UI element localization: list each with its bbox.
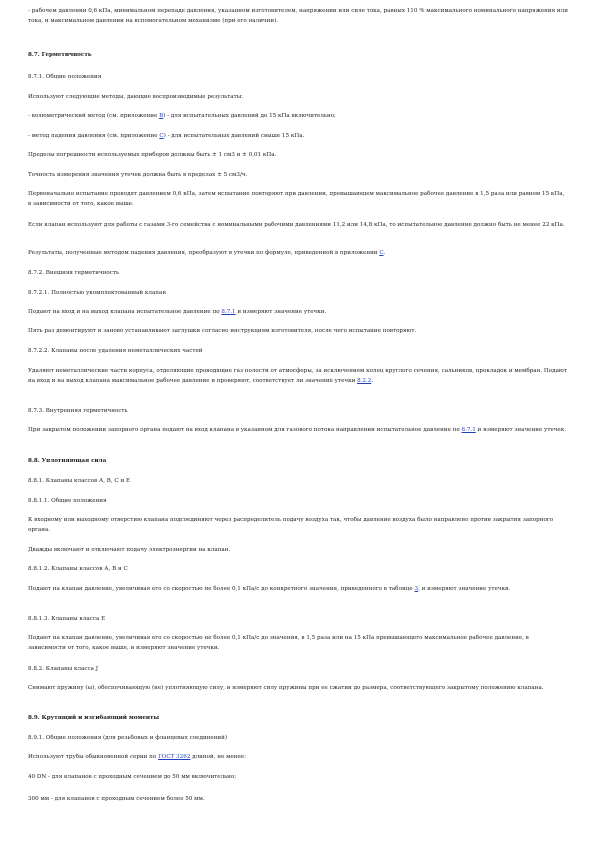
paragraph-third-family [28, 220, 568, 230]
paragraph-text: - метод падения давления (см. приложение [28, 133, 160, 139]
paragraph-methods-intro [28, 92, 568, 102]
paragraph-abc-pressure [28, 584, 568, 594]
list-item-300mm [28, 794, 568, 804]
paragraph-results [28, 248, 568, 258]
subsection-heading-8-7-2-1 [28, 288, 568, 298]
paragraph-text: 8.7.2. Внешняя герметичность [28, 270, 120, 276]
paragraph-text: . [383, 250, 386, 256]
paragraph-text: 8.7.2.2. Клапаны после удаления неметаллических частей [28, 348, 203, 354]
subsection-heading-8-8-1 [28, 476, 568, 486]
paragraph-text: - волюметрический метод (см. приложение [28, 113, 160, 119]
subsection-heading-8-9-1 [28, 733, 568, 743]
paragraph-text: Дважды включают и отключают подачу электроэнергии на клапан. [28, 547, 231, 553]
paragraph-text: длиной, не менее: [190, 754, 246, 760]
subsection-heading-8-8-2 [28, 664, 568, 674]
paragraph-text: Результаты, полученные методом падения давления, преобразуют в утечки по формуле, приведенной в приложении [28, 250, 380, 256]
cross-reference-link[interactable]: ГОСТ 3262 [158, 754, 191, 760]
subsection-heading-8-7-3 [28, 406, 568, 416]
paragraph-text: . [371, 378, 374, 384]
subsection-heading-8-8-1-2 [28, 564, 568, 574]
cross-reference-link[interactable]: 8.7.1 [461, 427, 476, 433]
list-item-pressure-drop [28, 131, 568, 141]
paragraph-text: 8.9. Крутящий и изгибающий моменты [28, 715, 160, 721]
subsection-heading-8-7-1 [28, 72, 568, 82]
paragraph-spring [28, 683, 568, 693]
paragraph-text: Пять раз демонтируют и заново устанавливают заглушки согласно инструкциям изготовителя, после чего испытание повторяют. [28, 328, 417, 334]
paragraph-text: Снимают пружину (ы), обеспечивающую (ие) уплотняющую силу, и измеряют силу пружины при ее сжатии до размера, соответствующего закрытому положению клапана. [28, 685, 544, 691]
cross-reference-link[interactable]: C [159, 133, 164, 139]
paragraph-text: ) - для испытательных давлений до 15 кПа включительно; [163, 113, 336, 119]
paragraph-text: 8.9.1. Общие положения (для резьбовых и фланцевых соединений) [28, 735, 228, 741]
paragraph-text: Подают на клапан давление, увеличивая его со скоростью не более 0,1 кПа/с до конкретного значения, приведенного в таблице [28, 586, 415, 592]
paragraph-text: и измеряют значение утечек. [475, 427, 567, 433]
paragraph-nonmetal-removal [28, 366, 568, 386]
paragraph-text: 8.7. Герметичность [28, 52, 92, 58]
paragraph-text: К входному или выходному отверстию клапана подсоединяют через распределитель подачу воздуха так, чтобы давление воздуха было направлено против закрытия запорного органа. [28, 517, 554, 533]
paragraph-text: 300 мм - для клапанов с проходным сечением более 50 мм. [28, 796, 205, 802]
paragraph-full-valve [28, 307, 568, 317]
paragraph-text: Используют трубы обыкновенной серии по [28, 754, 159, 760]
paragraph-text: ) - для испытательных давлений свыше 15 кПа. [163, 133, 305, 139]
section-heading-8-9 [28, 713, 568, 723]
paragraph-text: Первоначально испытание проводят давлением 0,6 кПа, затем испытание повторяют при давлении, превышающем максимальное рабочее давление в 1,5 раза или равном 15 кПа, в зависимости от того, какое выше. [28, 191, 565, 207]
paragraph-1 [28, 6, 568, 26]
subsection-heading-8-7-2-2 [28, 346, 568, 356]
paragraph-text: 40 DN - для клапанов с проходным сечением до 50 мм включительно; [28, 774, 237, 780]
subsection-heading-8-8-1-1 [28, 496, 568, 506]
cross-reference-link[interactable]: B [159, 113, 164, 119]
cross-reference-link[interactable]: C [379, 250, 384, 256]
paragraph-accuracy [28, 170, 568, 180]
paragraph-text: При закрытом положении запорного органа подают на вход клапана в указанном для газового потока направлении испытательное давление по [28, 427, 462, 433]
paragraph-text: 8.7.3. Внутренняя герметичность [28, 408, 128, 414]
paragraph-text: 8.8.1.2. Клапаны классов А, В и С [28, 566, 128, 572]
paragraph-text: Подают на вход и на выход клапана испытательное давление по [28, 309, 222, 315]
paragraph-text: - рабочем давлении 0,6 кПа, минимальном перепаде давления, указанном изготовителем, напряжении или силе тока, равных 110 % максимального номинального напряжения или тока, и максимальном давлении на вспомогательном механизме (при его наличии). [28, 8, 568, 24]
section-heading-8-7 [28, 50, 568, 60]
paragraph-text: Используют следующие методы, дающие воспроизводимые результаты: [28, 94, 244, 100]
paragraph-text: и измеряют значение утечки. [235, 309, 327, 315]
paragraph-text: Точность измерения значения утечек должна быть в пределах ± 5 см3/ч. [28, 172, 248, 178]
paragraph-air-supply [28, 515, 568, 535]
paragraph-initial-test [28, 189, 568, 209]
list-item-volumetric [28, 111, 568, 121]
paragraph-text: , и измеряют значение утечки. [418, 586, 511, 592]
paragraph-text: 8.7.2.1. Полностью укомплектованный клапан [28, 290, 167, 296]
paragraph-e-pressure [28, 633, 568, 653]
paragraph-text: Пределы погрешности используемых приборов должны быть ± 1 см3 и ± 0,01 кПа. [28, 152, 277, 158]
cross-reference-link[interactable]: 3 [414, 586, 419, 592]
list-item-40dn [28, 772, 568, 782]
paragraph-power-toggle [28, 545, 568, 555]
paragraph-text: Удаляют неметаллические части корпуса, отделяющие проводящие газ полости от атмосферы, за исключением колец круглого сечения, сальников, прокладок и мембран. Подают на вход и на выход клапана максимальное рабочее давление и проверяют, соответствует ли значение утечки [28, 368, 567, 384]
paragraph-five-times [28, 326, 568, 336]
paragraph-text: 8.8.1.1. Общие положения [28, 498, 107, 504]
paragraph-text: Если клапан используют для работы с газами 3-го семейства с номинальными рабочими давлениями 11,2 или 14,8 кПа, то испытательное давление должно быть не менее 22 кПа. [28, 222, 565, 228]
paragraph-pipes [28, 752, 568, 762]
subsection-heading-8-7-2 [28, 268, 568, 278]
paragraph-text: 8.8.1.3. Клапаны класса Е [28, 616, 106, 622]
paragraph-text: 8.8. Уплотняющая сила [28, 458, 107, 464]
paragraph-text: 8.7.1. Общие положения [28, 74, 102, 80]
section-heading-8-8 [28, 456, 568, 466]
paragraph-text: Подают на клапан давление, увеличивая его со скоростью не более 0,1 кПа/с до значения, в 1,5 раза или на 15 кПа превышающего максимальное рабочее давление, в зависимости от того, какое выше, и измеряют значение утечки. [28, 635, 529, 651]
paragraph-text: 8.8.2. Клапаны класса J [28, 666, 99, 672]
paragraph-error-limits [28, 150, 568, 160]
subsection-heading-8-8-1-3 [28, 614, 568, 624]
cross-reference-link[interactable]: 8.7.1 [221, 309, 236, 315]
paragraph-text: 8.8.1. Клапаны классов А, В, С и Е [28, 478, 131, 484]
cross-reference-link[interactable]: 8.2.2 [357, 378, 372, 384]
paragraph-internal-tightness [28, 425, 568, 435]
